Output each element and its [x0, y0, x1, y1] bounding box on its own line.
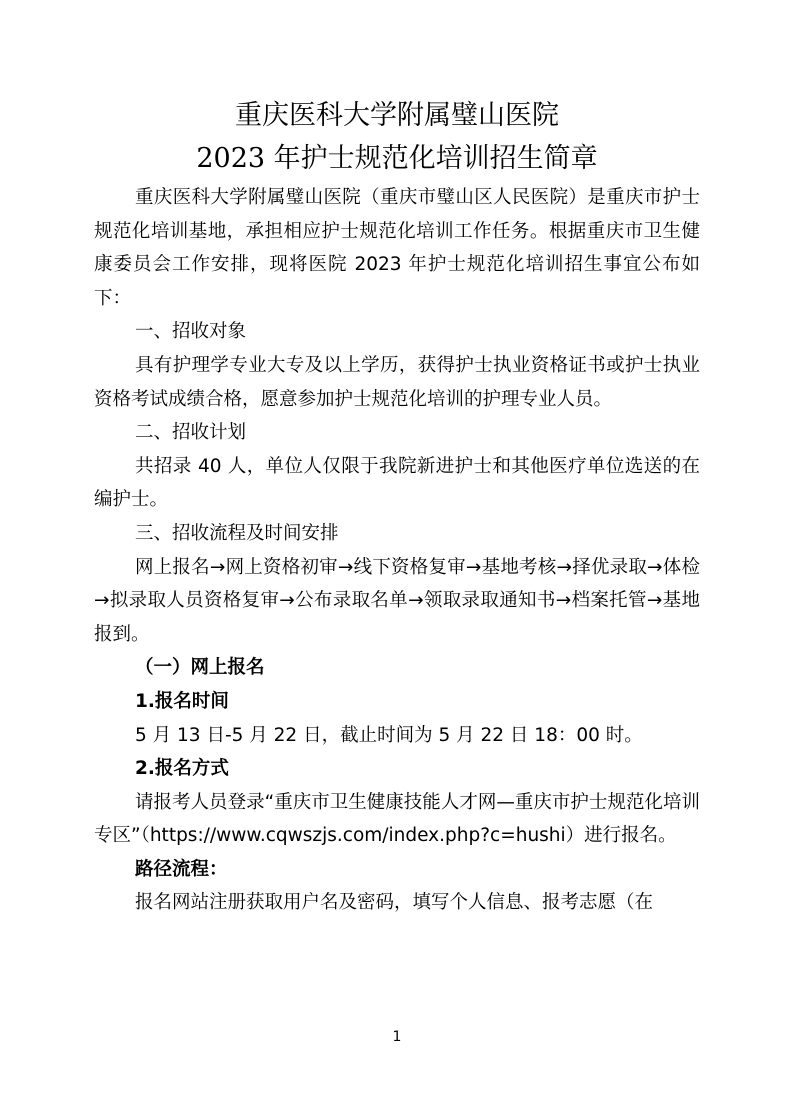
section2-heading: 二、招收计划	[135, 422, 247, 444]
document-title-line2: 2023 年护士规范化培训招生简章	[196, 143, 598, 174]
intro-paragraph: 重庆医科大学附属璧山医院（重庆市璧山区人民医院）是重庆市护士规范化培训基地，承担相应护士规范化培训工作任务。根据重庆市卫生健康委员会工作安排，现将医院 2023 年护士规范化培训招生事宜公布如下：	[94, 187, 700, 309]
section2-paragraph: 共招录 40 人，单位人仅限于我院新进护士和其他医疗单位选送的在编护士。	[94, 455, 700, 511]
registration-time-text: 5 月 13 日-5 月 22 日，截止时间为 5 月 22 日 18：00 时。	[135, 724, 643, 746]
subsection1-heading: （一）网上报名	[135, 657, 265, 679]
path-flow-heading: 路径流程：	[135, 858, 228, 880]
section1-heading: 一、招收对象	[135, 321, 247, 343]
section3-paragraph: 网上报名→网上资格初审→线下资格复审→基地考核→择优录取→体检→拟录取人员资格复审→公布录取名单→领取录取通知书→档案托管→基地报到。	[94, 556, 700, 645]
document-body	[94, 181, 700, 920]
registration-method-text: 请报考人员登录“重庆市卫生健康技能人才网—重庆市护士规范化培训专区”（https://www.cqwszjs.com/index.php?c=hushi）进行报名。	[94, 791, 700, 847]
path-flow-text: 报名网站注册获取用户名及密码，填写个人信息、报考志愿（在	[135, 892, 654, 914]
registration-time-heading: 1.报名时间	[135, 690, 229, 712]
page-number: 1	[392, 1029, 402, 1045]
section1-paragraph: 具有护理学专业大专及以上学历，获得护士执业资格证书或护士执业资格考试成绩合格，愿意参加护士规范化培训的护理专业人员。	[94, 354, 700, 410]
section3-heading: 三、招收流程及时间安排	[135, 522, 339, 544]
document-title-line1: 重庆医科大学附属璧山医院	[235, 100, 559, 131]
registration-method-heading: 2.报名方式	[135, 758, 229, 780]
